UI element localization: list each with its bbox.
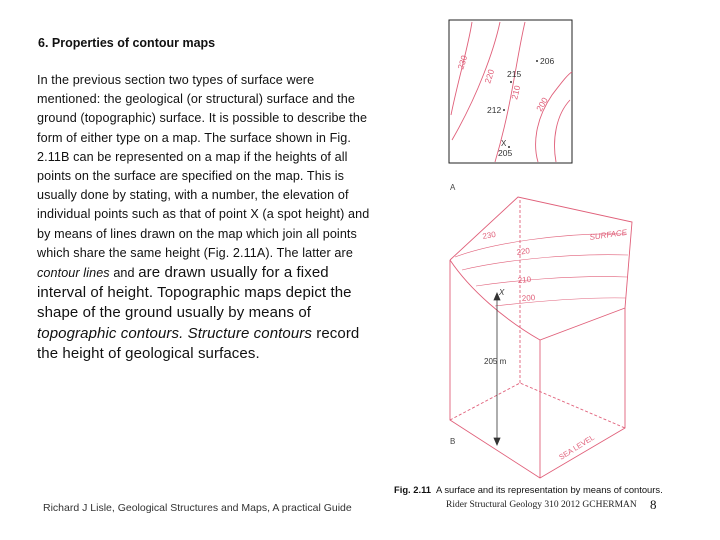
block-hidden-edges bbox=[450, 383, 625, 428]
block-label-210: 210 bbox=[517, 274, 532, 285]
paragraph-part-1: In the previous section two types of surface were mentioned: the geological (or structural) surface and the ground (topographic) surface. It is possible to describe the form of either type on a map. The surface shown in Fig. 2.11B can be represented on a map if the heights of all points on the surface are specified on the map. This is usually done by stating, with a number, the elevation of individual points such as that of point X (a spot height) and by means of lines drawn on the map which join all points which share the same height (Fig. 2.11A). The latter are bbox=[37, 73, 370, 260]
page-number: 8 bbox=[650, 497, 657, 512]
spot-height-206: 206 bbox=[540, 56, 555, 66]
sea-level-label: SEA LEVEL bbox=[557, 432, 597, 462]
height-arrow-head-bottom bbox=[494, 438, 500, 445]
map-contour-200-a bbox=[536, 72, 572, 162]
label-b: B bbox=[450, 437, 456, 446]
block-top-edge bbox=[450, 197, 632, 308]
block-label-200: 200 bbox=[521, 293, 536, 303]
caption-number: Fig. 2.11 bbox=[394, 484, 431, 495]
height-arrow bbox=[494, 293, 500, 445]
block-label-230: 230 bbox=[481, 229, 497, 241]
page-heading: 6. Properties of contour maps bbox=[38, 36, 216, 50]
spot-height-215: 215 bbox=[507, 69, 522, 79]
block-contour-220 bbox=[462, 255, 628, 270]
emphasis-contour-lines: contour lines bbox=[37, 266, 110, 281]
height-label: 205 m bbox=[484, 357, 507, 366]
map-label-210: 210 bbox=[509, 84, 523, 101]
paragraph-part-2: and bbox=[109, 266, 139, 281]
block-contour-210 bbox=[476, 274, 627, 286]
emphasis-structure-contours: Structure contours bbox=[183, 324, 312, 342]
block-contour-200 bbox=[495, 298, 626, 306]
paragraph-part-4: record the height of geological surfaces. bbox=[37, 324, 360, 362]
footer-source: Richard J Lisle, Geological Structures and Maps, A practical Guide bbox=[43, 502, 352, 514]
spot-dot bbox=[510, 81, 512, 83]
spot-dot bbox=[508, 146, 510, 148]
block-box-edges bbox=[450, 260, 625, 478]
caption-text: A surface and its representation by means of contours. bbox=[436, 484, 663, 495]
map-point-x: X bbox=[501, 139, 507, 148]
block-label-220: 220 bbox=[516, 246, 531, 257]
block-front-edge bbox=[450, 260, 625, 340]
map-label-200: 200 bbox=[534, 95, 550, 113]
block-point-x: X bbox=[499, 288, 505, 297]
label-a: A bbox=[450, 183, 456, 192]
map-contour-200-b bbox=[555, 100, 570, 162]
spot-height-205: 205 bbox=[498, 148, 513, 158]
footer-course: Rider Structural Geology 310 2012 GCHERMAN bbox=[446, 500, 637, 510]
map-label-230: 230 bbox=[455, 54, 470, 71]
surface-label: SURFACE bbox=[589, 227, 628, 242]
figure-caption bbox=[394, 484, 663, 495]
spot-dot bbox=[503, 109, 505, 111]
spot-dot bbox=[536, 60, 538, 62]
spot-height-212: 212 bbox=[487, 105, 502, 115]
map-label-220: 220 bbox=[482, 68, 497, 85]
emphasis-topographic-contours: topographic contours. bbox=[37, 324, 184, 342]
paragraph-part-3: are drawn usually for a fixed interval of height. Topographic maps depict the shape of the ground usually by means of bbox=[37, 264, 352, 322]
